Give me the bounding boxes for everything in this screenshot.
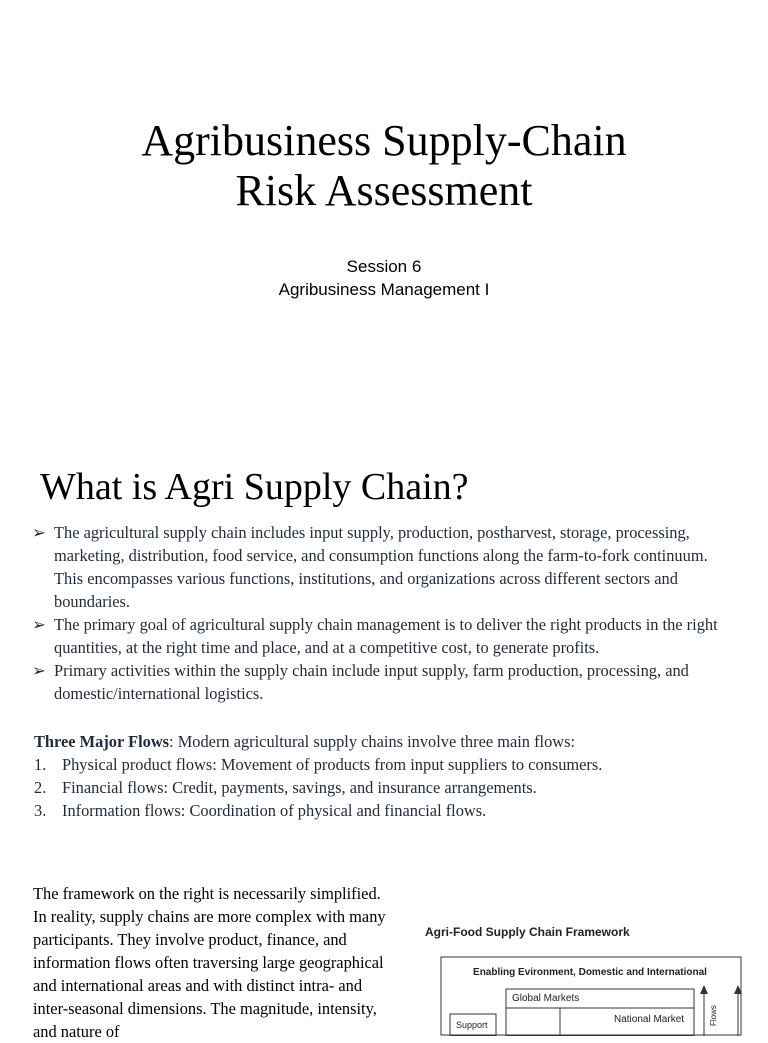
title-line-2: Risk Assessment xyxy=(235,166,533,215)
support-label: Support xyxy=(456,1020,488,1030)
flow-text: Information flows: Coordination of physical and financial flows. xyxy=(62,801,487,820)
subtitle xyxy=(0,255,768,301)
framework-diagram xyxy=(440,956,760,1036)
flows-heading xyxy=(34,730,575,753)
framework-paragraph: The framework on the right is necessarily simplified. In reality, supply chains are more complex with many participants. They involve product, finance, and information flows often traversing large geographical and international areas and with distinct intra- and inter-seasonal dimensions. The magnitude, intensity, and nature of xyxy=(33,884,386,1041)
title-line-1: Agribusiness Supply-Chain xyxy=(141,116,627,165)
flow-text: Financial flows: Credit, payments, savings, and insurance arrangements. xyxy=(62,778,537,797)
bullet-list xyxy=(32,521,732,705)
flows-list xyxy=(34,753,602,822)
arrow-bullet-icon: ➢ xyxy=(32,615,46,634)
flow-number: 3. xyxy=(34,801,47,820)
flow-item xyxy=(34,753,602,776)
supply-chain-slide xyxy=(0,455,768,835)
presentation-title xyxy=(0,116,768,216)
flows-intro: : Modern agricultural supply chains involve three main flows: xyxy=(169,732,576,751)
flows-side-label: Flows xyxy=(709,1005,718,1026)
arrow-bullet-icon: ➢ xyxy=(32,661,46,680)
figure-header: Enabling Evironment, Domestic and International xyxy=(473,967,707,978)
bullet-item xyxy=(32,613,732,659)
framework-slide xyxy=(0,880,768,1041)
arrow-up-icon xyxy=(700,985,708,994)
flow-number: 1. xyxy=(34,755,47,774)
bullet-text: Primary activities within the supply chain include input supply, farm production, processing, and domestic/international logistics. xyxy=(54,661,689,703)
flow-text: Physical product flows: Movement of products from input suppliers to consumers. xyxy=(62,755,603,774)
title-slide xyxy=(0,0,768,430)
bullet-item xyxy=(32,521,732,613)
arrow-bullet-icon: ➢ xyxy=(32,523,46,542)
bullet-text: The primary goal of agricultural supply chain management is to deliver the right products in the right quantities, at the right time and place, and at a competitive cost, to generate profits. xyxy=(54,615,718,657)
national-market-label: National Market xyxy=(614,1014,685,1025)
flow-item xyxy=(34,776,602,799)
session-label: Session 6 xyxy=(346,257,422,276)
bullet-text: The agricultural supply chain includes input supply, production, postharvest, storage, processing, marketing, distribution, food service, and consumption functions along the farm-to-fork continuum. This encompasses various functions, institutions, and organizations across different sectors and boundaries. xyxy=(54,523,708,611)
framework-figure xyxy=(440,956,760,1036)
slide-title: What is Agri Supply Chain? xyxy=(40,466,469,508)
figure-title: Agri-Food Supply Chain Framework xyxy=(425,925,630,939)
flows-label: Three Major Flows xyxy=(34,732,170,751)
bullet-item xyxy=(32,659,732,705)
flow-item xyxy=(34,799,602,822)
course-label: Agribusiness Management I xyxy=(278,280,490,299)
flow-number: 2. xyxy=(34,778,47,797)
global-markets-label: Global Markets xyxy=(512,993,580,1004)
